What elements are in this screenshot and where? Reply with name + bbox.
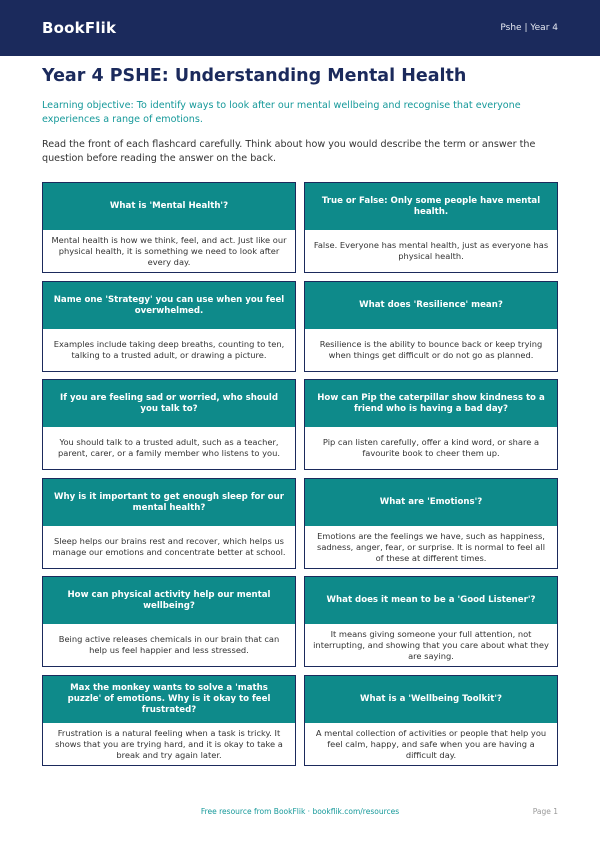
flashcard-front: Why is it important to get enough sleep for our mental health? — [43, 479, 295, 526]
flashcard-front: True or False: Only some people have mental health. — [305, 183, 557, 230]
flashcard-back: Pip can listen carefully, offer a kind word, or share a favourite book to cheer them up. — [322, 437, 540, 458]
flashcard-back: A mental collection of activities or people that help you feel calm, happy, and safe when you are having a difficult day. — [315, 727, 547, 760]
flashcard-back: False. Everyone has mental health, just as everyone has physical health. — [313, 240, 549, 261]
flashcard[interactable] — [42, 281, 296, 372]
flashcard-back: You should talk to a trusted adult, such as a teacher, parent, carer, or a family member who listens to you. — [57, 437, 281, 458]
flashcard-front: Name one 'Strategy' you can use when you feel overwhelmed. — [43, 282, 295, 329]
instruction-text: Read the front of each flashcard carefully. Think about how you would describe the term or answer the question before reading the answer on the back. — [42, 139, 536, 164]
flashcard-back: Resilience is the ability to bounce back or keep trying when things get difficult or do not go as planned. — [319, 339, 543, 360]
brand-logo[interactable]: BookFlik — [42, 19, 117, 37]
flashcard-back: Mental health is how we think, feel, and act. Just like our physical health, it is something we need to look after every day. — [51, 234, 287, 267]
flashcard-back: Sleep helps our brains rest and recover, which helps us manage our emotions and concentrate better at school. — [52, 536, 286, 557]
flashcard-front: How can physical activity help our mental wellbeing? — [43, 577, 295, 624]
page-number: Page 1 — [532, 807, 558, 816]
page-title: Year 4 PSHE: Understanding Mental Health — [42, 66, 467, 86]
flashcard[interactable] — [42, 478, 296, 569]
header-bar — [0, 0, 600, 56]
flashcard[interactable] — [42, 182, 296, 273]
flashcard-back: Frustration is a natural feeling when a task is tricky. It shows that you are trying hard, and it is okay to take a break and try again later. — [55, 727, 283, 760]
flashcard[interactable] — [304, 478, 558, 569]
flashcard-back: It means giving someone your full attention, not interrupting, and showing that you care about what they are saying. — [313, 628, 549, 661]
flashcard[interactable] — [304, 182, 558, 273]
learning-objective: Learning objective: To identify ways to look after our mental wellbeing and recognise that everyone experiences a range of emotions. — [42, 100, 521, 125]
flashcard[interactable] — [42, 379, 296, 470]
flashcard[interactable] — [42, 675, 296, 766]
flashcard-front: What is 'Mental Health'? — [43, 183, 295, 230]
footer-text[interactable]: Free resource from BookFlik · bookflik.com/resources — [200, 807, 400, 816]
flashcard-front: How can Pip the caterpillar show kindness to a friend who is having a bad day? — [305, 380, 557, 427]
flashcard[interactable] — [304, 379, 558, 470]
flashcard-front: What does 'Resilience' mean? — [305, 282, 557, 329]
flashcard-front: What are 'Emotions'? — [305, 479, 557, 526]
flashcard[interactable] — [304, 675, 558, 766]
flashcard-front: Max the monkey wants to solve a 'maths puzzle' of emotions. Why is it okay to feel frustrated? — [43, 676, 295, 723]
flashcard[interactable] — [304, 576, 558, 667]
flashcard-front: If you are feeling sad or worried, who should you talk to? — [43, 380, 295, 427]
flashcard-back: Examples include taking deep breaths, counting to ten, talking to a trusted adult, or drawing a picture. — [53, 339, 285, 360]
breadcrumb: Pshe | Year 4 — [500, 23, 558, 33]
flashcard-front: What is a 'Wellbeing Toolkit'? — [305, 676, 557, 723]
flashcard[interactable] — [42, 576, 296, 667]
flashcard-back: Emotions are the feelings we have, such as happiness, sadness, anger, fear, or surprise. It is normal to feel all of these at different times. — [317, 530, 545, 563]
flashcard-front: What does it mean to be a 'Good Listener'? — [305, 577, 557, 624]
flashcard-back: Being active releases chemicals in our brain that can help us feel happier and less stressed. — [58, 634, 280, 655]
flashcard[interactable] — [304, 281, 558, 372]
